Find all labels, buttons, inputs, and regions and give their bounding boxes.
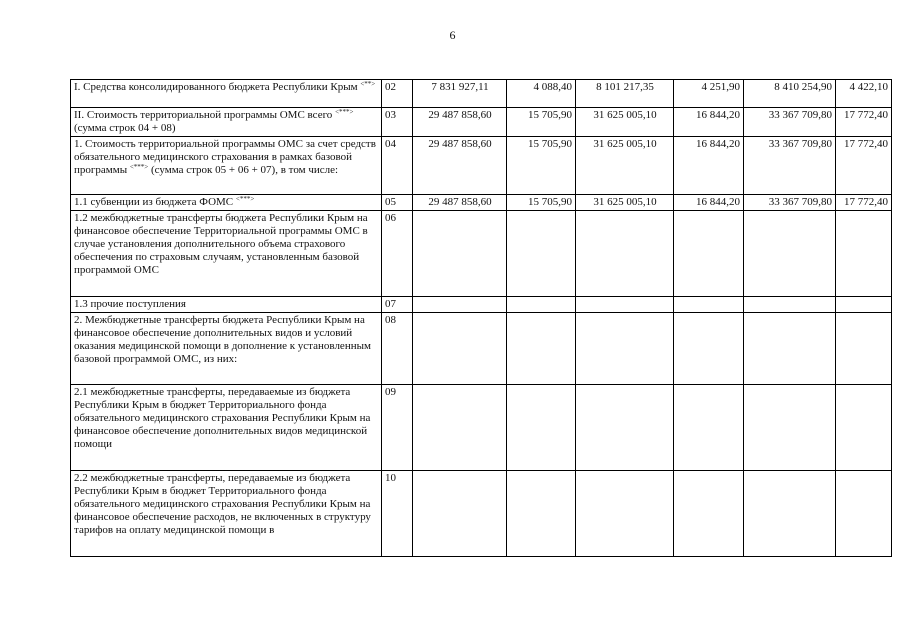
value-cell: 15 705,90 <box>507 195 576 211</box>
value-cell: 29 487 858,60 <box>413 195 507 211</box>
page-number: 6 <box>449 28 456 42</box>
row-code: 09 <box>382 385 413 471</box>
value-cell <box>744 211 836 297</box>
row-code: 08 <box>382 313 413 385</box>
value-cell: 15 705,90 <box>507 137 576 195</box>
row-label <box>71 471 382 557</box>
table-row <box>71 313 892 385</box>
value-cell: 33 367 709,80 <box>744 108 836 137</box>
table-row <box>71 471 892 557</box>
value-cell: 4 422,10 <box>836 80 892 108</box>
table-row <box>71 195 892 211</box>
value-cell <box>674 471 744 557</box>
row-label-text: 2.1 межбюджетные трансферты, передаваемые из бюджета Республики Крым в бюджет Территориального фонда обязательного медицинского страхования Республики Крым на финансовое обеспечение дополнительных видов медицинской помощи <box>74 386 371 450</box>
value-cell: 31 625 005,10 <box>576 108 674 137</box>
row-label-text: 1. Стоимость территориальной программы ОМС за счет средств обязательного медицинского страхования в рамках базовой программы <box>74 138 376 176</box>
table-row <box>71 80 892 108</box>
value-cell <box>413 211 507 297</box>
table-row <box>71 297 892 313</box>
value-cell: 8 410 254,90 <box>744 80 836 108</box>
row-label <box>71 385 382 471</box>
value-cell <box>507 297 576 313</box>
value-cell <box>576 385 674 471</box>
row-label <box>71 313 382 385</box>
value-cell <box>576 471 674 557</box>
row-code: 06 <box>382 211 413 297</box>
value-cell: 7 831 927,11 <box>413 80 507 108</box>
row-label <box>71 108 382 137</box>
table-row <box>71 211 892 297</box>
row-label-text: 1.3 прочие поступления <box>74 298 186 310</box>
value-cell: 17 772,40 <box>836 137 892 195</box>
value-cell: 33 367 709,80 <box>744 195 836 211</box>
row-label-text: II. Стоимость территориальной программы ОМС всего <box>74 109 336 121</box>
value-cell <box>744 385 836 471</box>
value-cell <box>413 297 507 313</box>
value-cell <box>507 385 576 471</box>
row-label-suffix: (сумма строк 05 + 06 + 07), в том числе: <box>148 164 339 176</box>
value-cell: 16 844,20 <box>674 108 744 137</box>
value-cell <box>507 313 576 385</box>
value-cell <box>576 297 674 313</box>
footnote-marker: <***> <box>335 108 354 116</box>
row-code: 02 <box>382 80 413 108</box>
value-cell: 4 088,40 <box>507 80 576 108</box>
table-row <box>71 108 892 137</box>
value-cell <box>836 385 892 471</box>
value-cell <box>674 385 744 471</box>
value-cell: 31 625 005,10 <box>576 137 674 195</box>
value-cell: 29 487 858,60 <box>413 108 507 137</box>
row-label <box>71 137 382 195</box>
value-cell <box>413 471 507 557</box>
value-cell: 16 844,20 <box>674 137 744 195</box>
row-label-text: 2. Межбюджетные трансферты бюджета Республики Крым на финансовое обеспечение дополнительных видов и условий оказания медицинской помощи в дополнение к установленным базовой программой ОМС, из них: <box>74 314 371 365</box>
table-body <box>71 80 892 557</box>
row-label-text: I. Средства консолидированного бюджета Республики Крым <box>74 81 361 93</box>
row-label-text: 1.1 субвенции из бюджета ФОМС <box>74 196 236 208</box>
value-cell: 15 705,90 <box>507 108 576 137</box>
value-cell <box>413 313 507 385</box>
value-cell <box>744 471 836 557</box>
footnote-marker: <***> <box>129 163 149 171</box>
value-cell <box>836 297 892 313</box>
value-cell <box>744 297 836 313</box>
value-cell: 16 844,20 <box>674 195 744 211</box>
table-row <box>71 385 892 471</box>
value-cell <box>836 471 892 557</box>
row-code: 05 <box>382 195 413 211</box>
value-cell <box>507 211 576 297</box>
value-cell <box>674 211 744 297</box>
footnote-marker: <**> <box>360 80 376 88</box>
value-cell: 17 772,40 <box>836 195 892 211</box>
value-cell <box>836 313 892 385</box>
value-cell <box>744 313 836 385</box>
value-cell: 33 367 709,80 <box>744 137 836 195</box>
row-label-text: 1.2 межбюджетные трансферты бюджета Республики Крым на финансовое обеспечение Территориальной программы ОМС в случае установления дополнительного объема страхового обеспечения по страховым случаям, установленным базовой программой ОМС <box>74 212 368 276</box>
value-cell: 8 101 217,35 <box>576 80 674 108</box>
row-code: 10 <box>382 471 413 557</box>
table-row <box>71 137 892 195</box>
row-code: 07 <box>382 297 413 313</box>
row-code: 03 <box>382 108 413 137</box>
row-label <box>71 195 382 211</box>
row-code: 04 <box>382 137 413 195</box>
value-cell: 29 487 858,60 <box>413 137 507 195</box>
value-cell: 31 625 005,10 <box>576 195 674 211</box>
value-cell <box>576 313 674 385</box>
value-cell <box>836 211 892 297</box>
value-cell <box>576 211 674 297</box>
row-label <box>71 297 382 313</box>
value-cell: 17 772,40 <box>836 108 892 137</box>
footnote-marker: <***> <box>235 195 255 203</box>
row-label-text: 2.2 межбюджетные трансферты, передаваемые из бюджета Республики Крым в бюджет Территориального фонда обязательного медицинского страхования Республики Крым на финансовое обеспечение расходов, не включенных в структуру тарифов на оплату медицинской помощи в <box>74 472 371 536</box>
value-cell <box>674 313 744 385</box>
value-cell <box>674 297 744 313</box>
budget-table <box>70 79 892 557</box>
value-cell <box>507 471 576 557</box>
value-cell: 4 251,90 <box>674 80 744 108</box>
row-label <box>71 80 382 108</box>
row-label <box>71 211 382 297</box>
value-cell <box>413 385 507 471</box>
row-label-suffix: (сумма строк 04 + 08) <box>74 122 176 134</box>
